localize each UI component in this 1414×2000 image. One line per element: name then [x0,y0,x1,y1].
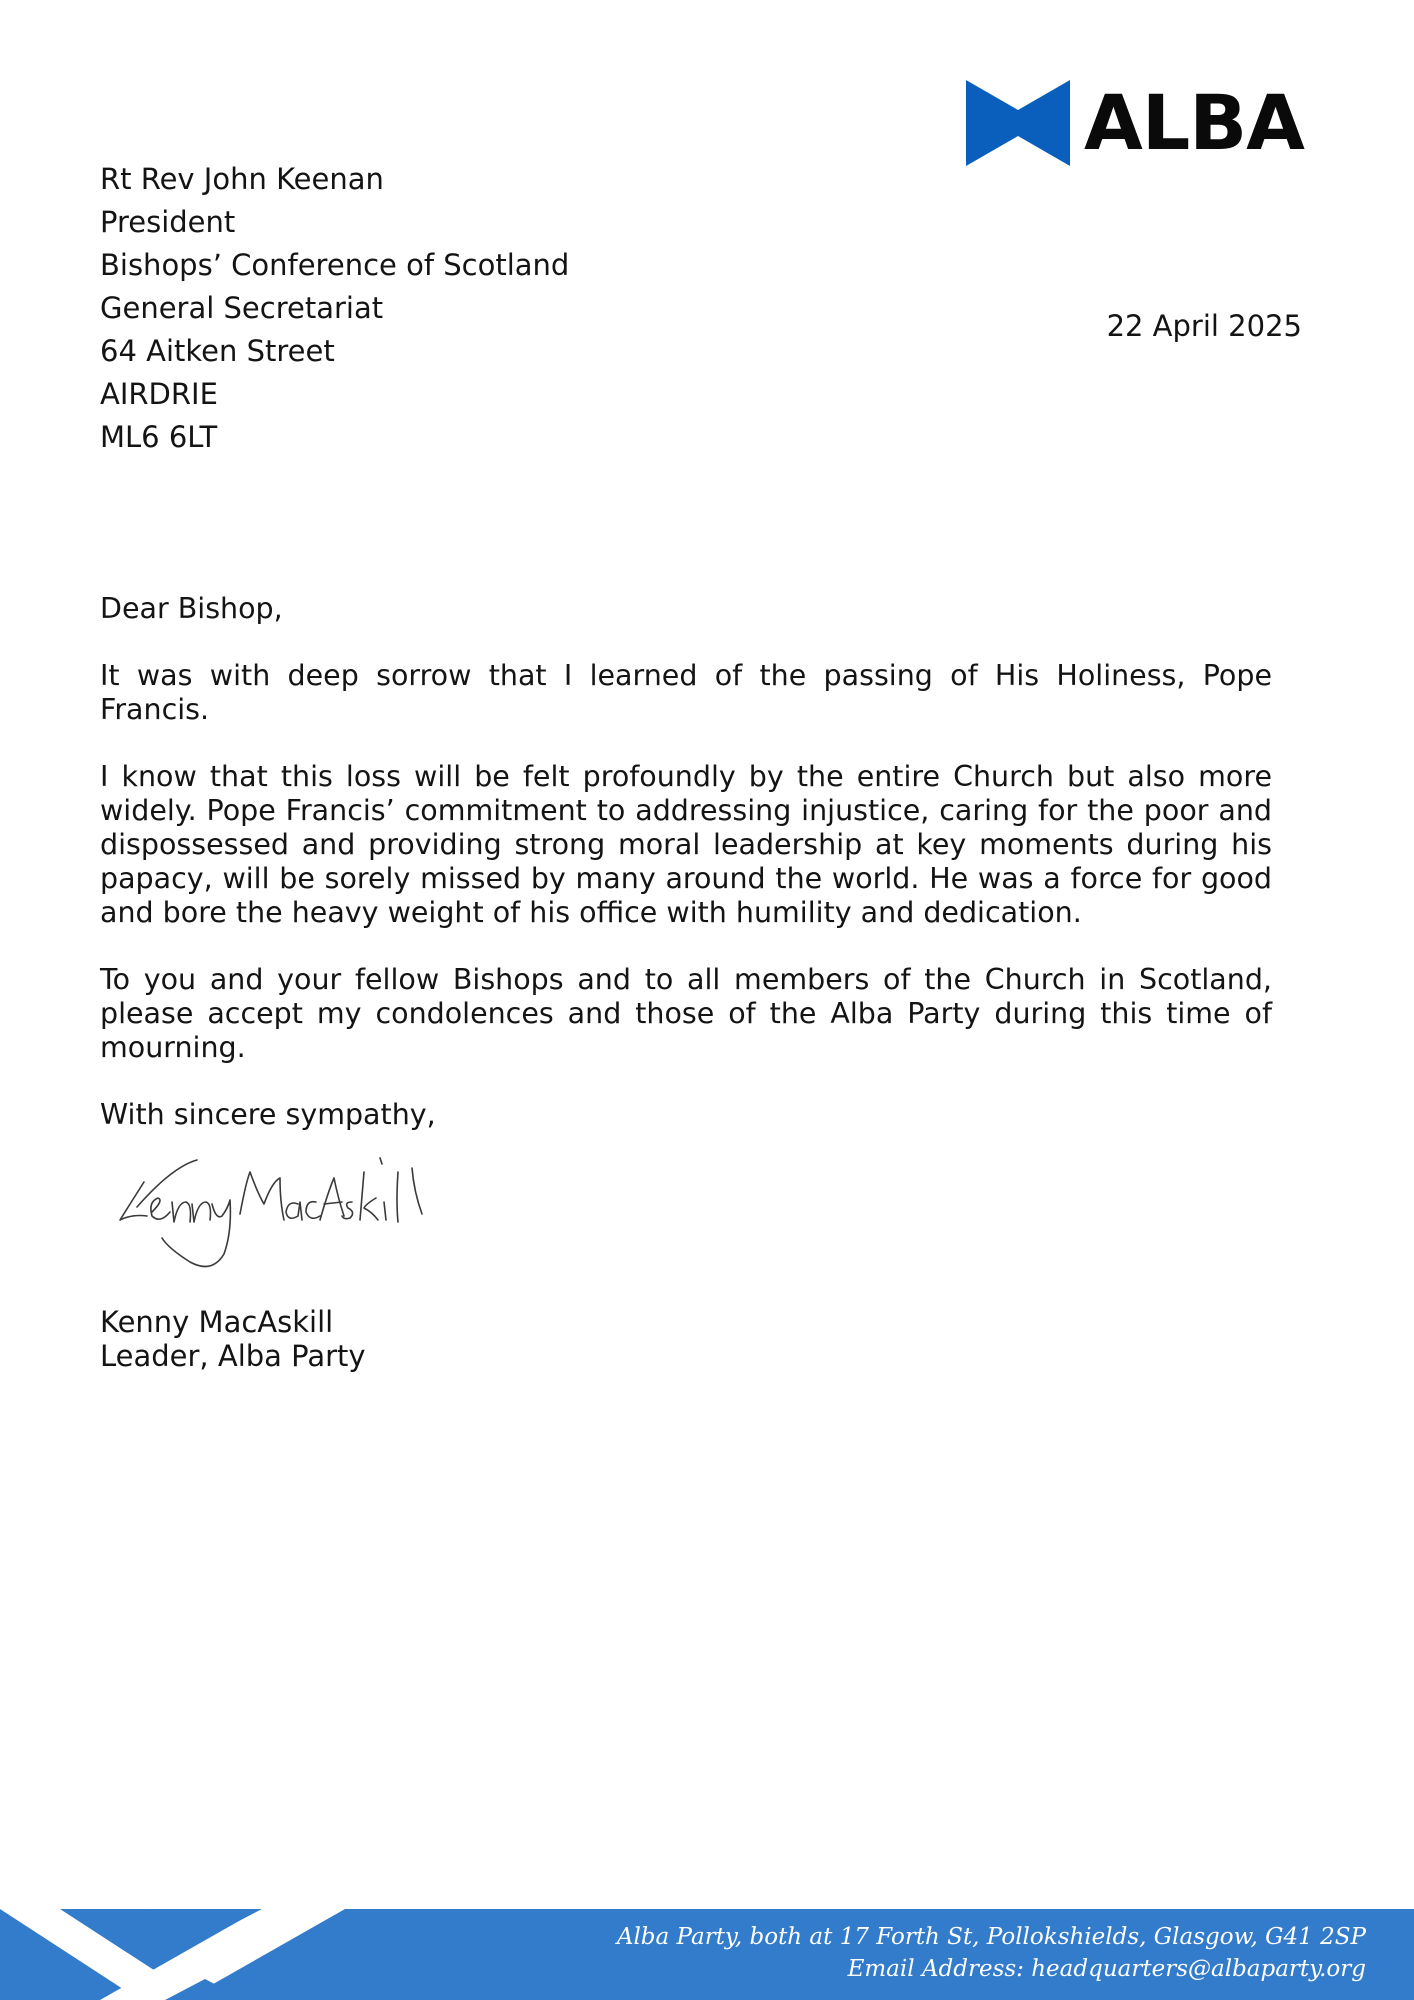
logo-wordmark: ALBA [1084,78,1304,167]
recipient-line: General Secretariat [100,291,384,325]
signer-block [100,1305,366,1373]
recipient-line: Rt Rev John Keenan [100,162,384,196]
saltire-flag-icon [0,1909,380,2000]
recipient-address [100,158,569,459]
recipient-line: AIRDRIE [100,377,218,411]
signer-title: Leader, Alba Party [100,1339,366,1373]
footer-address: Alba Party, both at 17 Forth St, Pollokshields, Glasgow, G41 2SP [616,1924,1366,1950]
body-paragraph: To you and your fellow Bishops and to all members of the Church in Scotland, please accept my condolences and those of the Alba Party during this time of mourning. [100,963,1272,1064]
salutation: Dear Bishop, [100,592,283,625]
recipient-line: ML6 6LT [100,420,218,454]
footer-band [0,1909,1414,2000]
alba-logo [966,78,1304,167]
footer-email: Email Address: headquarters@albaparty.org [847,1956,1366,1982]
handwritten-signature [112,1142,442,1282]
closing: With sincere sympathy, [100,1098,436,1131]
letter-body [100,592,1272,1132]
body-paragraph: I know that this loss will be felt profoundly by the entire Church but also more widely. Pope Francis’ commitment to addressing injustice, caring for the poor and dispossessed and providing strong moral leadership at key moments during his papacy, will be sorely missed by many around the world. He was a force for good and bore the heavy weight of his office with humility and dedication. [100,760,1272,929]
letter-date: 22 April 2025 [1106,309,1302,343]
recipient-line: 64 Aitken Street [100,334,335,368]
footer-contact [617,1921,1366,1985]
body-paragraph: It was with deep sorrow that I learned of the passing of His Holiness, Pope Francis. [100,659,1272,726]
saltire-logo-icon [966,80,1070,166]
recipient-line: President [100,205,236,239]
signer-name: Kenny MacAskill [100,1305,334,1339]
recipient-line: Bishops’ Conference of Scotland [100,248,570,282]
